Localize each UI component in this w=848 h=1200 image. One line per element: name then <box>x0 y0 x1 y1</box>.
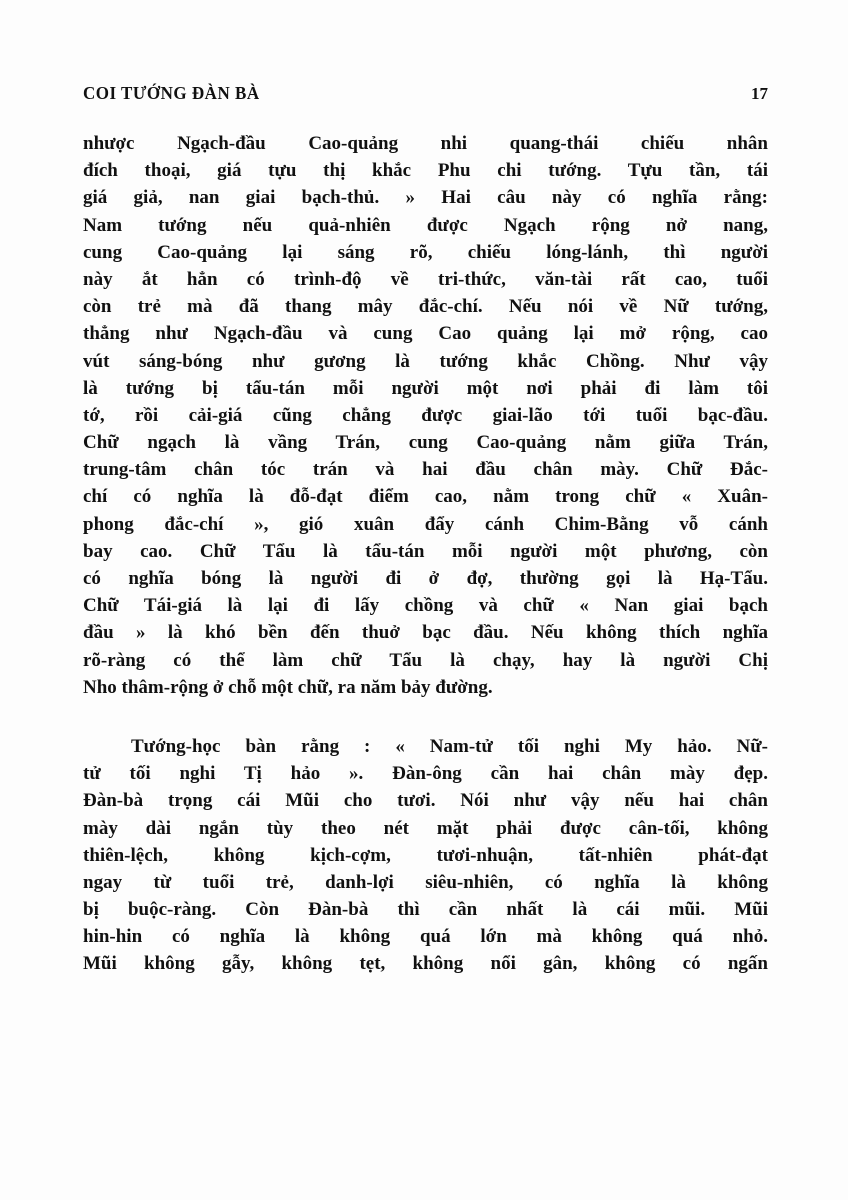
running-header <box>83 84 768 108</box>
text-line: giá giả, nan giai bạch-thủ. » Hai câu này có nghĩa rằng: <box>83 187 768 209</box>
running-title: COI TƯỚNG ĐÀN BÀ <box>83 83 260 104</box>
text-line: này ắt hẳn có trình-độ về tri-thức, văn-tài rất cao, tuổi <box>83 268 768 290</box>
text-line: có nghĩa bóng là người đi ở đợ, thường gọi là Hạ-Tẩu. <box>83 568 768 589</box>
text-line: bay cao. Chữ Tẩu là tẩu-tán mỗi người một phương, còn <box>83 540 768 562</box>
text-line: ngay từ tuổi trẻ, danh-lợi siêu-nhiên, có nghĩa là không <box>83 871 768 893</box>
text-line: hin-hin có nghĩa là không quá lớn mà không quá nhỏ. <box>83 926 768 948</box>
text-line: trung-tâm chân tóc trán và hai đầu chân mày. Chữ Đắc- <box>83 459 768 481</box>
text-line: Mũi không gẫy, không tẹt, không nổi gân, không có ngấn <box>83 953 768 975</box>
body-text <box>83 130 768 978</box>
text-line: thiên-lệch, không kịch-cợm, tươi-nhuận, tất-nhiên phát-đạt <box>83 844 768 866</box>
text-line: nhược Ngạch-đầu Cao-quảng nhi quang-thái chiếu nhân <box>83 133 768 154</box>
text-line: tử tối nghi Tị hảo ». Đàn-ông cần hai chân mày đẹp. <box>83 763 768 785</box>
text-line: chí có nghĩa là đỗ-đạt điểm cao, nằm trong chữ « Xuân- <box>83 486 768 508</box>
text-line: Tướng-học bàn rằng : « Nam-tử tối nghi My hảo. Nữ- <box>131 735 768 757</box>
text-line: tớ, rồi cải-giá cũng chẳng được giai-lão tới tuổi bạc-đầu. <box>83 404 768 426</box>
text-line: bị buộc-ràng. Còn Đàn-bà thì cần nhất là cái mũi. Mũi <box>83 899 768 921</box>
text-line: đích thoại, giá tựu thị khắc Phu chi tướng. Tựu tần, tái <box>83 160 768 182</box>
text-line: Đàn-bà trọng cái Mũi cho tươi. Nói như vậy nếu hai chân <box>83 790 768 812</box>
text-line: mày dài ngắn tùy theo nét mặt phải được cân-tối, không <box>83 817 768 839</box>
paragraph-1 <box>83 130 768 701</box>
text-line: phong đắc-chí », gió xuân đẩy cánh Chim-Bằng vỗ cánh <box>83 513 768 535</box>
text-line: Chữ Tái-giá là lại đi lấy chồng và chữ « Nan giai bạch <box>83 595 768 617</box>
text-line: đầu » là khó bền đến thuở bạc đầu. Nếu không thích nghĩa <box>83 622 768 644</box>
text-line: Nho thâm-rộng ở chỗ một chữ, ra năm bảy đường. <box>83 676 493 698</box>
text-line: vút sáng-bóng như gương là tướng khắc Chồng. Như vậy <box>83 350 768 372</box>
text-line: cung Cao-quảng lại sáng rõ, chiếu lóng-lánh, thì người <box>83 241 768 263</box>
text-line: là tướng bị tẩu-tán mỗi người một nơi phải đi làm tôi <box>83 377 768 399</box>
page-number: 17 <box>751 84 768 103</box>
paragraph-2 <box>83 733 768 978</box>
text-line: Nam tướng nếu quả-nhiên được Ngạch rộng nở nang, <box>83 214 768 236</box>
text-line: thẳng như Ngạch-đầu và cung Cao quảng lại mở rộng, cao <box>83 323 768 345</box>
text-line: còn trẻ mà đã thang mây đắc-chí. Nếu nói về Nữ tướng, <box>83 296 768 318</box>
text-line: Chữ ngạch là vầng Trán, cung Cao-quảng nằm giữa Trán, <box>83 432 768 454</box>
paragraph-spacer <box>83 701 768 733</box>
text-line: rõ-ràng có thể làm chữ Tẩu là chạy, hay là người Chị <box>83 649 768 671</box>
